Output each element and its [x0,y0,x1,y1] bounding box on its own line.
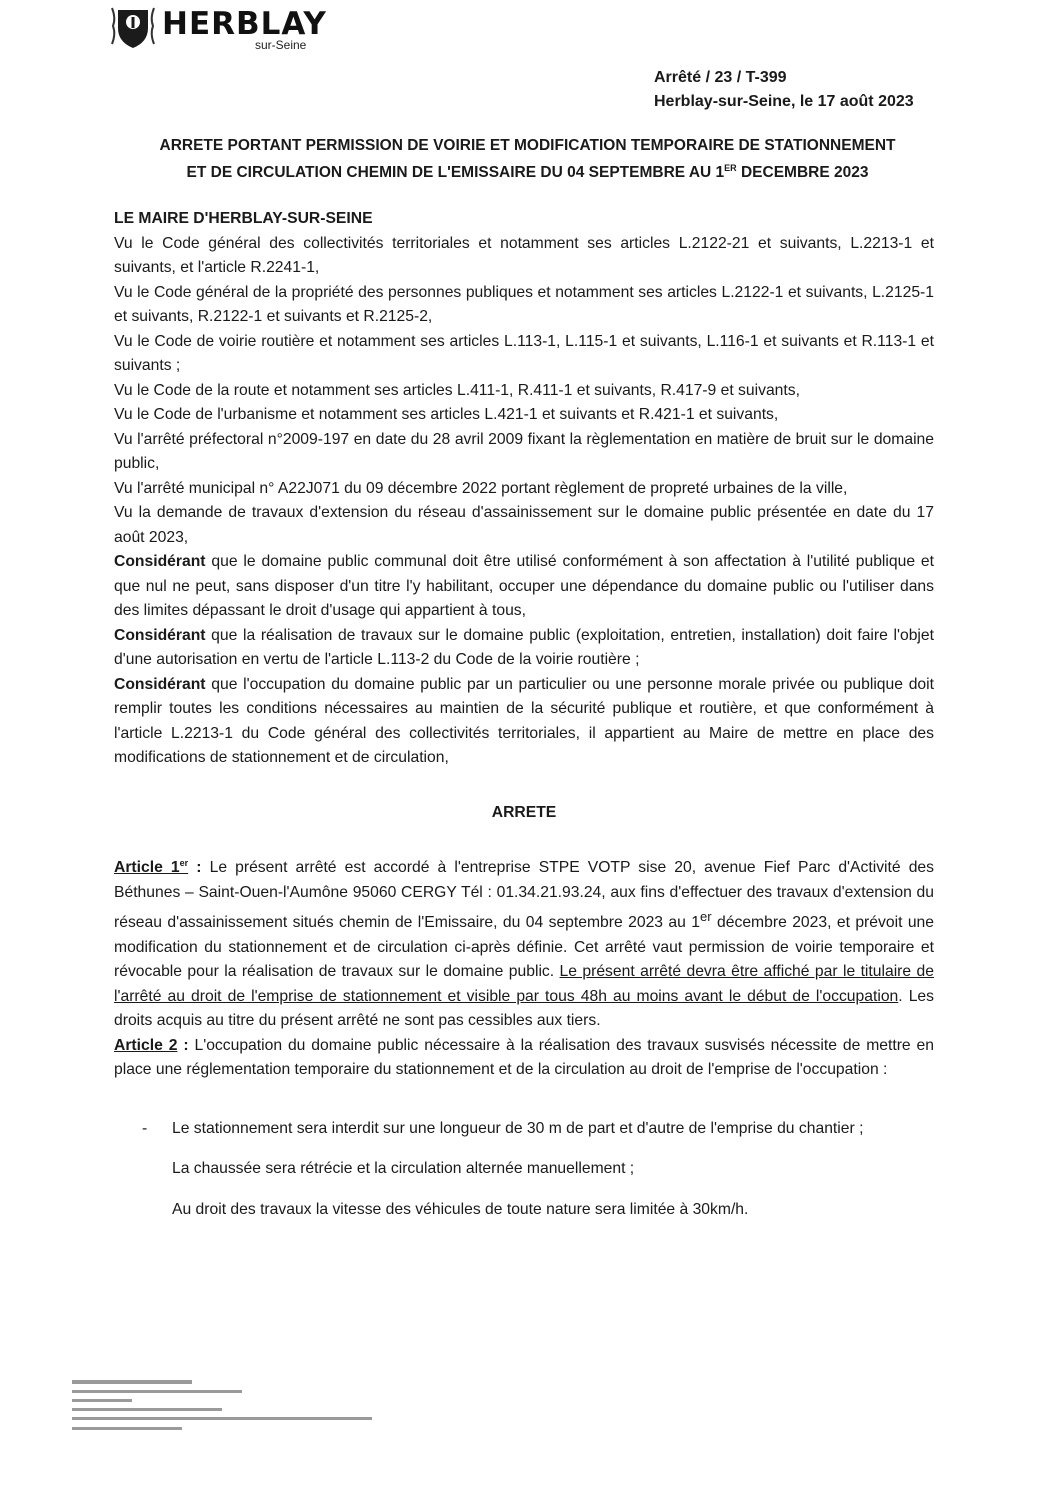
list-item [114,1198,934,1223]
herblay-logo [110,4,325,52]
article-1-text-end: . Les droits acquis au titre du présent arrêté ne sont pas cessibles aux tiers. [114,987,934,1030]
article-1-label [114,859,188,876]
article-1-text-cont: décembre 2023, et prévoit une modification du stationnement et de circulation ci-après définie. Cet arrêté vaut permission de voirie temporaire et révocable pour la réalisation de travaux sur le domaine public. [114,914,934,981]
considerant-clause [114,624,934,673]
document-body [114,207,934,1238]
document-reference [654,66,924,114]
place-date: Herblay-sur-Seine, le 17 août 2023 [654,93,914,110]
title-line-2-end: DECEMBRE 2023 [736,164,869,182]
vu-clause: Vu la demande de travaux d'extension du réseau d'assainissement sur le domaine public présentée en date du 17 août 2023, [114,504,934,546]
article-2 [114,1034,934,1083]
article-1 [114,851,934,1034]
considerant-word: Considérant [114,626,206,644]
vu-clause: Vu le Code de l'urbanisme et notamment ses articles L.421-1 et suivants et R.421-1 et suivants, [114,406,779,423]
list-item-text: Au droit des travaux la vitesse des véhicules de toute nature sera limitée à 30km/h. [172,1200,749,1218]
vu-clause: Vu le Code général de la propriété des personnes publiques et notamment ses articles L.2122-1 et suivants, L.2125-1 et suivants, R.2122-1 et suivants et R.2125-2, [114,283,934,325]
article-1-label-sup: er [179,858,189,868]
vu-clause: Vu le Code de la route et notamment ses articles L.411-1, R.411-1 et suivants, R.417-9 et suivants, [114,381,800,399]
article-1-label-text: Article 1 [114,859,180,877]
article-2-label: Article 2 [114,1036,178,1054]
vu-clause: Vu le Code de voirie routière et notamment ses articles L.113-1, L.115-1 et suivants, L.116-1 et suivants et R.113-1 et suivants ; [114,332,934,374]
list-dash: - [142,1119,148,1137]
list-item [114,1157,934,1182]
vu-clause: Vu l'arrêté préfectoral n°2009-197 en date du 28 avril 2009 fixant la règlementation en matière de bruit sur le domaine public, [114,430,934,472]
considerant-clause [114,550,934,624]
vu-clause: Vu l'arrêté municipal n° A22J071 du 09 décembre 2022 portant règlement de propreté urbaines de la ville, [114,479,848,497]
list-item [114,1117,934,1142]
document-title [100,134,955,184]
measures-list [114,1117,934,1223]
article-2-text: L'occupation du domaine public nécessaire à la réalisation des travaux susvisés nécessite de mettre en place une réglementation temporaire du stationnement et de la circulation au droit de l'emprise de l'occupation : [114,1036,934,1079]
list-item-text: La chaussée sera rétrécie et la circulation alternée manuellement ; [172,1160,635,1178]
article-1-text: Le présent arrêté est accordé à l'entreprise STPE VOTP sise 20, avenue Fief Parc d'Activité des Béthunes – Saint-Ouen-l'Aumône 95060 CERGY Tél : 01.34.21.93.24, aux fins d'effectuer des travaux d'extension du réseau d'assainissement situés chemin de l'Emissaire, du 04 septembre 2023 au 1 [114,859,934,932]
arrete-number: Arrêté / 23 / T-399 [654,69,787,86]
list-item-text: Le stationnement sera interdit sur une longueur de 30 m de part et d'autre de l'emprise du chantier ; [172,1119,864,1137]
title-line-2-text: ET DE CIRCULATION CHEMIN DE L'EMISSAIRE DU 04 SEPTEMBRE AU 1 [186,164,725,182]
title-line-2-sup: ER [724,163,737,173]
considerant-word: Considérant [114,675,206,693]
title-line-1: ARRETE PORTANT PERMISSION DE VOIRIE ET MODIFICATION TEMPORAIRE DE STATIONNEMENT [159,137,896,154]
coat-of-arms-icon [110,4,156,50]
considerant-clause [114,673,934,771]
considerant-text: que le domaine public communal doit être utilisé conformément à son affectation à l'utilité publique et que nul ne peut, sans disposer d'un titre l'y habilitant, occuper une dépendance du domaine public ou l'utiliser dans des limites dépassant le droit d'usage qui appartient à tous, [114,553,934,619]
considerant-text: que l'occupation du domaine public par un particulier ou une personne morale privée ou publique doit remplir toutes les conditions nécessaires au maintien de la sécurité publique et routière, et que conformément à l'article L.2213-1 du Code général des collectivités territoriales, il appartient au Maire de mettre en place des modifications de stationnement et de circulation, [114,675,934,766]
footer-faded-text-graphic [70,1376,390,1438]
article-1-sup: er [700,909,712,925]
article-2-colon: : [177,1036,189,1054]
article-1-underlined: Le présent arrêté devra être affiché par le titulaire de l'arrêté au droit de l'emprise de stationnement et visible par tous 48h au moins avant le début de l'occupation [114,963,934,1005]
logo-name: HERBLAY [162,6,327,42]
footer-address-block [70,1376,410,1441]
article-1-colon: : [188,859,202,877]
arrete-heading: ARRETE [491,803,557,821]
considerant-text: que la réalisation de travaux sur le domaine public (exploitation, entretien, installation) doit faire l'objet d'une autorisation en vertu de l'article L.113-2 du Code de la voirie routière ; [114,626,934,668]
considerant-word: Considérant [114,553,206,570]
mayor-heading: LE MAIRE D'HERBLAY-SUR-SEINE [114,210,373,227]
logo-subtitle: sur-Seine [255,38,307,52]
title-line-2 [100,157,955,184]
vu-clause: Vu le Code général des collectivités territoriales et notamment ses articles L.2122-21 et suivants, L.2213-1 et suivants, et l'article R.2241-1, [114,234,934,276]
